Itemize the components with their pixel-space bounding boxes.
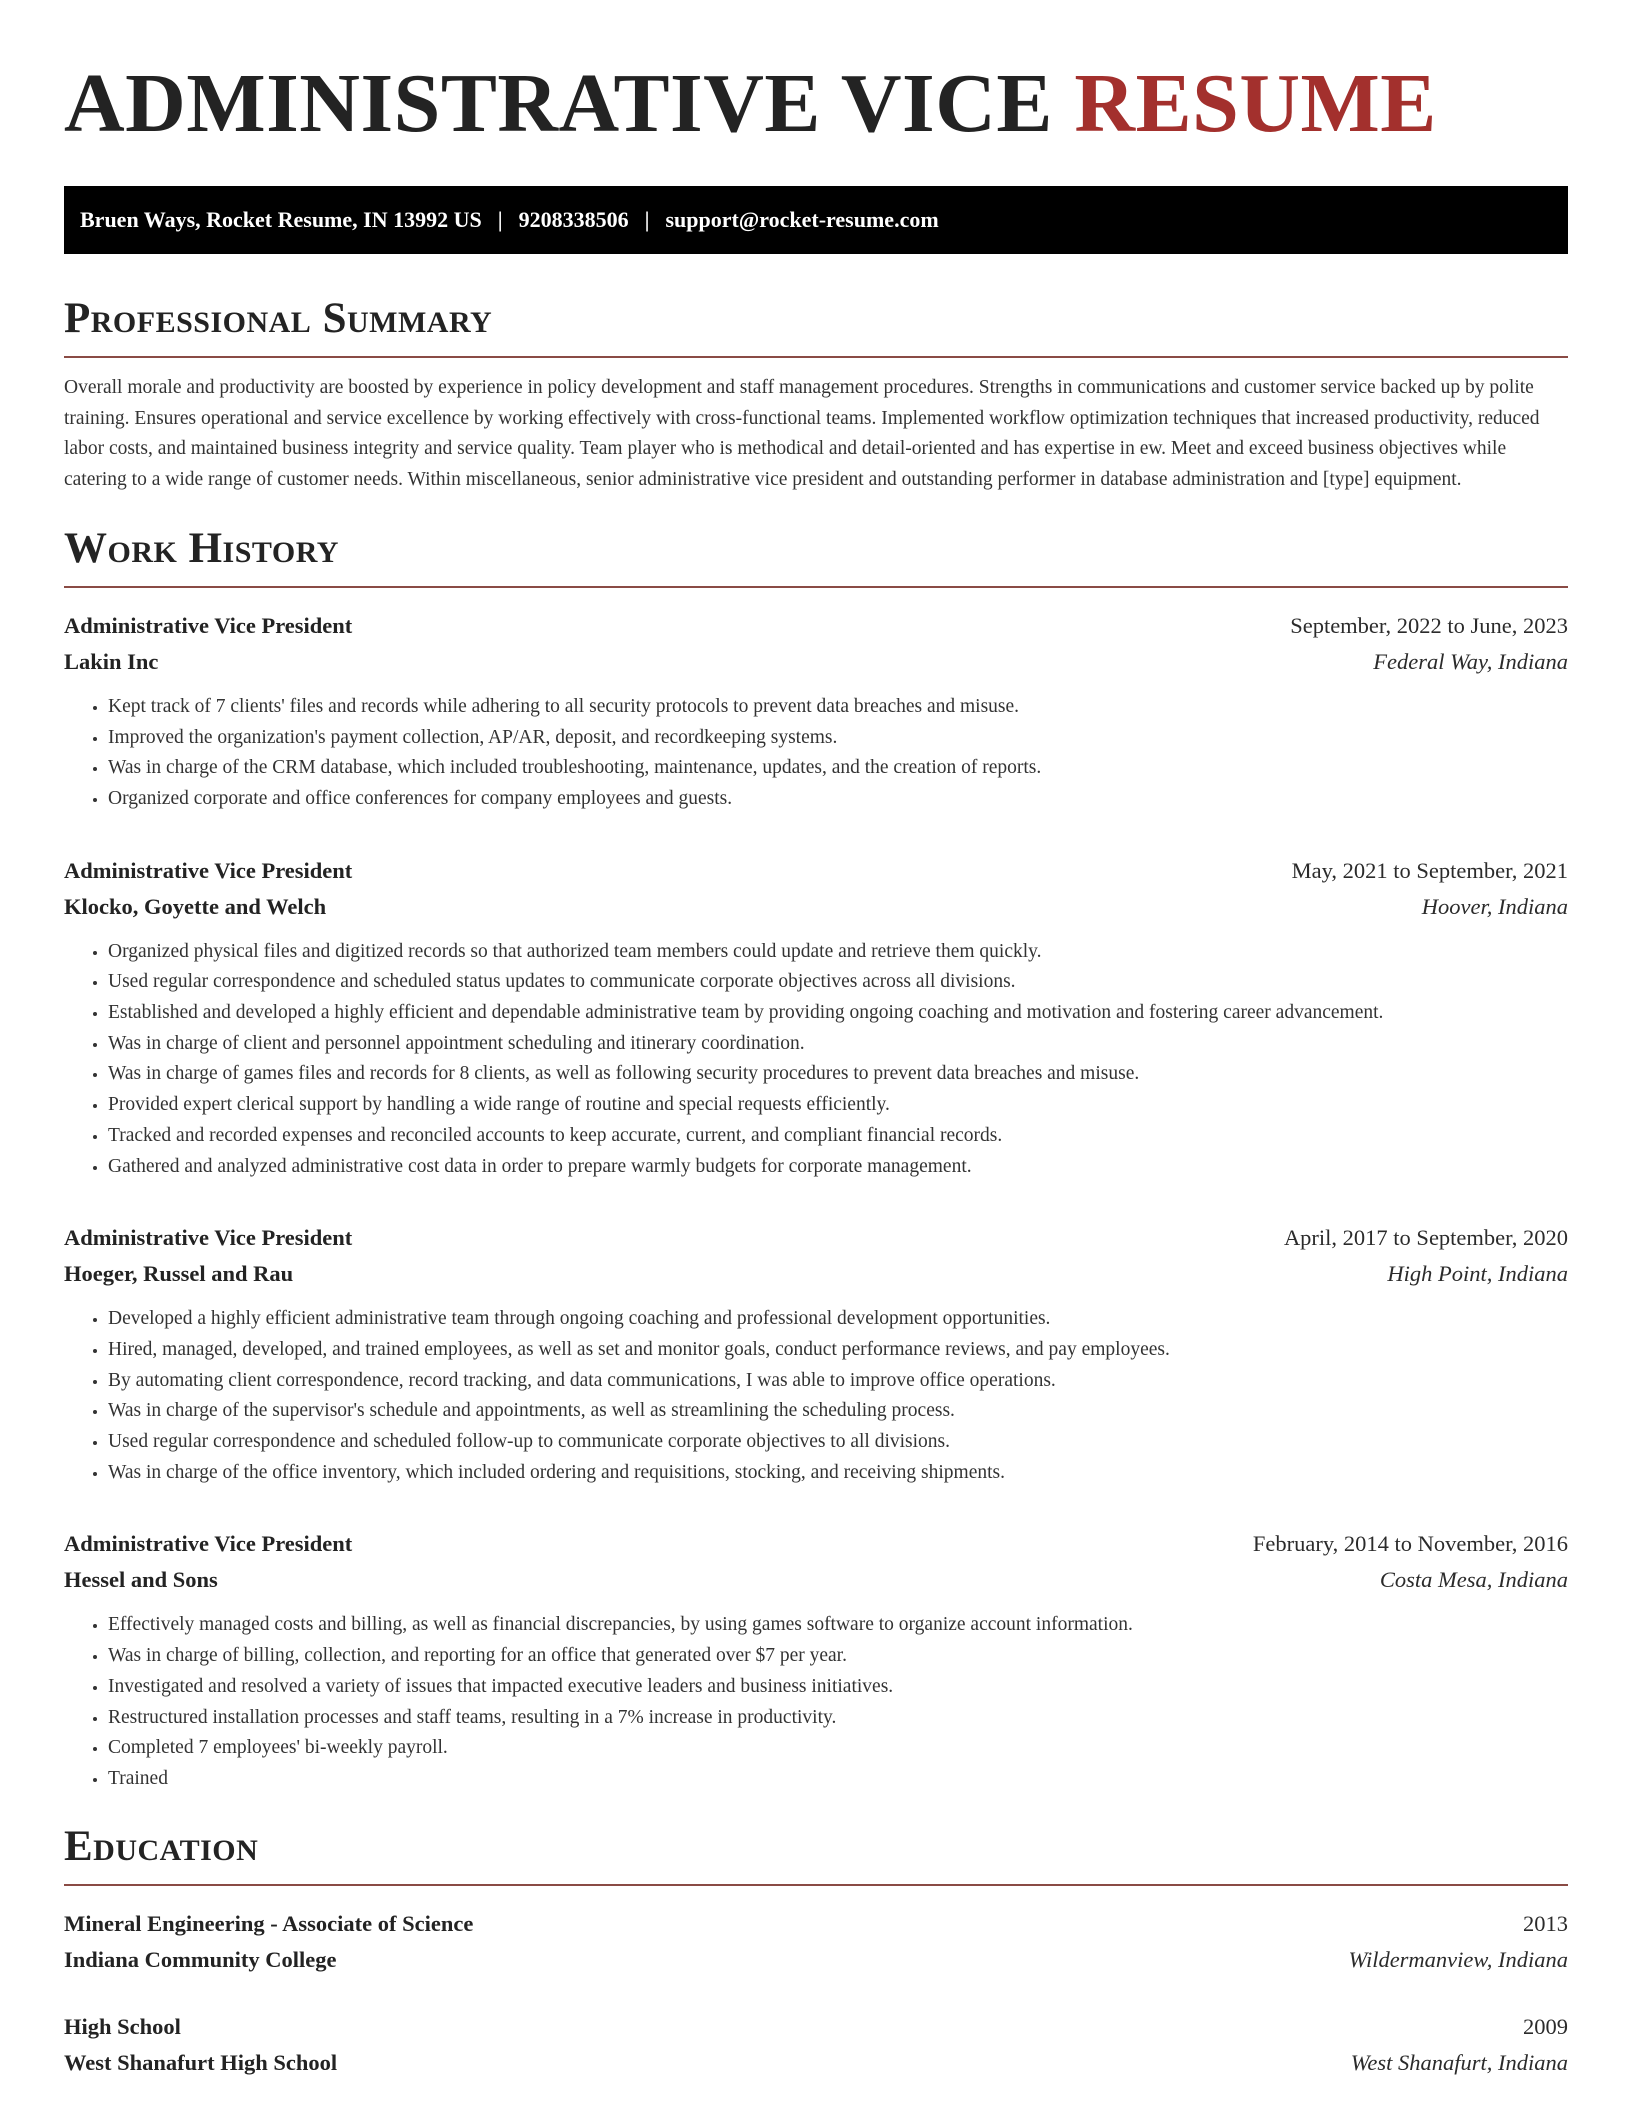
job-entry <box>64 1220 1568 1488</box>
employer-name: Lakin Inc <box>64 648 159 674</box>
job-location: High Point, Indiana <box>1387 1261 1568 1287</box>
job-bullet: • Used regular correspondence and scheduled follow-up to communicate corporate objectives to all divisions. <box>108 1427 1568 1458</box>
job-title: Administrative Vice President <box>64 857 353 883</box>
job-bullet: • Was in charge of games files and records for 8 clients, as well as following security procedures to prevent data breaches and misuse. <box>108 1059 1568 1090</box>
contact-address: Bruen Ways, Rocket Resume, IN 13992 US <box>80 207 482 232</box>
job-bullet: • By automating client correspondence, record tracking, and data communications, I was able to improve office operations. <box>108 1366 1568 1397</box>
employer-name: Hessel and Sons <box>64 1567 218 1593</box>
job-dates: April, 2017 to September, 2020 <box>1283 1225 1568 1251</box>
job-bullet: • Hired, managed, developed, and trained employees, as well as set and monitor goals, conduct performance reviews, and pay employees. <box>108 1335 1568 1366</box>
job-bullet: • Investigated and resolved a variety of issues that impacted executive leaders and business initiatives. <box>108 1672 1568 1703</box>
contact-email: support@rocket-resume.com <box>665 207 939 232</box>
job-entry <box>64 853 1568 1183</box>
graduation-year: 2009 <box>1523 2013 1568 2039</box>
job-title: Administrative Vice President <box>64 1225 353 1251</box>
school-location: Wildermanview, Indiana <box>1348 1946 1568 1972</box>
job-bullet: • Organized corporate and office conferences for company employees and guests. <box>108 784 1568 815</box>
job-dates: September, 2022 to June, 2023 <box>1290 612 1568 638</box>
graduation-year: 2013 <box>1523 1910 1568 1936</box>
school-name: Indiana Community College <box>64 1946 337 1972</box>
job-bullets <box>64 692 1568 815</box>
job-bullets <box>64 1610 1568 1794</box>
job-bullet: • Was in charge of billing, collection, and reporting for an office that generated over $7 per year. <box>108 1641 1568 1672</box>
job-location: Federal Way, Indiana <box>1373 648 1568 674</box>
job-entry <box>64 1526 1568 1794</box>
job-bullet: • Was in charge of the CRM database, which included troubleshooting, maintenance, updates, and the creation of reports. <box>108 753 1568 784</box>
resume-title <box>64 0 1568 152</box>
employer-name: Hoeger, Russel and Rau <box>64 1261 294 1287</box>
summary-text: Overall morale and productivity are boosted by experience in policy development and staff management procedures. Strengths in communications and customer service backed up by polite training. Ensures operational and service excellence by working effectively with cross-functional teams. Implemented workflow optimization techniques that increased productivity, reduced labor costs, and maintained business integrity and service quality. Team player who is methodical and detail-oriented and has expertise in ew. Meet and exceed business objectives while catering to a wide range of customer needs. Within miscellaneous, senior administrative vice president and outstanding performer in database administration and [type] equipment. <box>64 377 1540 491</box>
employer-name: Klocko, Goyette and Welch <box>64 893 327 919</box>
job-bullet: • Effectively managed costs and billing, as well as financial discrepancies, by using games software to organize account information. <box>108 1610 1568 1641</box>
job-title: Administrative Vice President <box>64 612 353 638</box>
job-bullet: • Was in charge of the office inventory, which included ordering and requisitions, stocking, and receiving shipments. <box>108 1458 1568 1489</box>
contact-separator: | <box>644 207 650 232</box>
title-main: ADMINISTRATIVE VICE <box>64 57 1075 150</box>
work-history-heading: Work History <box>64 524 1568 588</box>
job-bullet: • Used regular correspondence and scheduled status updates to communicate corporate objectives across all divisions. <box>108 967 1568 998</box>
job-location: Hoover, Indiana <box>1421 893 1568 919</box>
contact-phone: 9208338506 <box>518 207 629 232</box>
job-bullet: • Organized physical files and digitized records so that authorized team members could update and retrieve them quickly. <box>108 937 1568 968</box>
job-bullet: • Developed a highly efficient administrative team through ongoing coaching and professional development opportunities. <box>108 1304 1568 1335</box>
job-bullet: • Established and developed a highly efficient and dependable administrative team by providing ongoing coaching and motivation and fostering career advancement. <box>108 998 1568 1029</box>
job-dates: May, 2021 to September, 2021 <box>1291 857 1568 883</box>
school-location: West Shanafurt, Indiana <box>1350 2049 1568 2075</box>
job-bullet: • Trained <box>108 1764 1568 1795</box>
title-accent: RESUME <box>1074 57 1437 150</box>
job-bullet: • Gathered and analyzed administrative cost data in order to prepare warmly budgets for corporate management. <box>108 1152 1568 1183</box>
school-name: West Shanafurt High School <box>64 2049 338 2075</box>
education-entry <box>64 1906 1568 1978</box>
job-bullet: • Improved the organization's payment collection, AP/AR, deposit, and recordkeeping systems. <box>108 723 1568 754</box>
degree-name: High School <box>64 2013 181 2039</box>
job-dates: February, 2014 to November, 2016 <box>1252 1531 1568 1557</box>
job-bullet: • Tracked and recorded expenses and reconciled accounts to keep accurate, current, and compliant financial records. <box>108 1121 1568 1152</box>
job-entry <box>64 608 1568 815</box>
contact-separator: | <box>497 207 503 232</box>
job-bullet: • Restructured installation processes and staff teams, resulting in a 7% increase in productivity. <box>108 1703 1568 1734</box>
contact-bar <box>64 186 1568 254</box>
job-bullet: • Was in charge of the supervisor's schedule and appointments, as well as streamlining the scheduling process. <box>108 1396 1568 1427</box>
job-location: Costa Mesa, Indiana <box>1379 1567 1568 1593</box>
job-bullet: • Was in charge of client and personnel appointment scheduling and itinerary coordination. <box>108 1029 1568 1060</box>
degree-name: Mineral Engineering - Associate of Science <box>64 1910 474 1936</box>
job-bullets <box>64 1304 1568 1488</box>
education-entry <box>64 2009 1568 2081</box>
job-bullet: • Provided expert clerical support by handling a wide range of routine and special requests efficiently. <box>108 1090 1568 1121</box>
summary-heading: Professional Summary <box>64 294 1568 358</box>
education-heading: Education <box>64 1822 1568 1886</box>
job-bullet: • Completed 7 employees' bi-weekly payroll. <box>108 1733 1568 1764</box>
job-title: Administrative Vice President <box>64 1531 353 1557</box>
job-bullet: • Kept track of 7 clients' files and records while adhering to all security protocols to prevent data breaches and misuse. <box>108 692 1568 723</box>
job-bullets <box>64 937 1568 1183</box>
